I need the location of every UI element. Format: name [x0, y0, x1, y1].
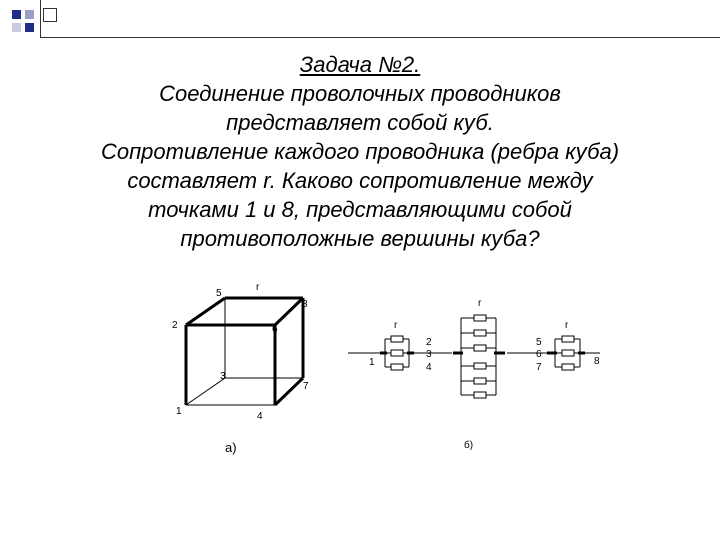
circuit-node-8: 8 — [594, 356, 600, 367]
circuit-node-5: 5 — [536, 337, 542, 348]
vertex-4: 4 — [257, 411, 263, 422]
problem-title: Задача №2. — [299, 52, 421, 77]
problem-line-1: Соединение проволочных проводников — [159, 81, 561, 106]
circuit-node-4: 4 — [426, 362, 432, 373]
circuit-node-7: 7 — [536, 362, 542, 373]
circuit-r-left: r — [394, 320, 398, 331]
vertex-5: 5 — [216, 288, 222, 299]
circuit-node-2: 2 — [426, 337, 432, 348]
problem-line-3: Сопротивление каждого проводника (ребра куба) — [100, 139, 620, 164]
circuit-r-middle: r — [478, 298, 482, 309]
vertex-1: 1 — [176, 406, 182, 417]
problem-line-6: противоположные вершины куба? — [180, 226, 540, 251]
vertex-6: 6 — [272, 324, 278, 335]
problem-line-4: составляет r. Каково сопротивление между — [127, 168, 593, 193]
circuit-node-1: 1 — [369, 357, 375, 368]
problem-line-5: точками 1 и 8, представляющими собой — [148, 197, 572, 222]
circuit-caption: б) — [464, 440, 474, 451]
circuit-node-3: 3 — [426, 349, 432, 360]
cube-edge-label: r — [256, 282, 260, 293]
vertex-7: 7 — [303, 381, 309, 392]
problem-line-2: представляет собой куб. — [226, 110, 494, 135]
circuit-r-right: r — [565, 320, 569, 331]
cube-caption: а) — [225, 440, 237, 455]
vertex-2: 2 — [172, 320, 178, 331]
vertex-3: 3 — [220, 371, 226, 382]
vertex-8: 8 — [302, 299, 308, 310]
circuit-node-6: 6 — [536, 349, 542, 360]
